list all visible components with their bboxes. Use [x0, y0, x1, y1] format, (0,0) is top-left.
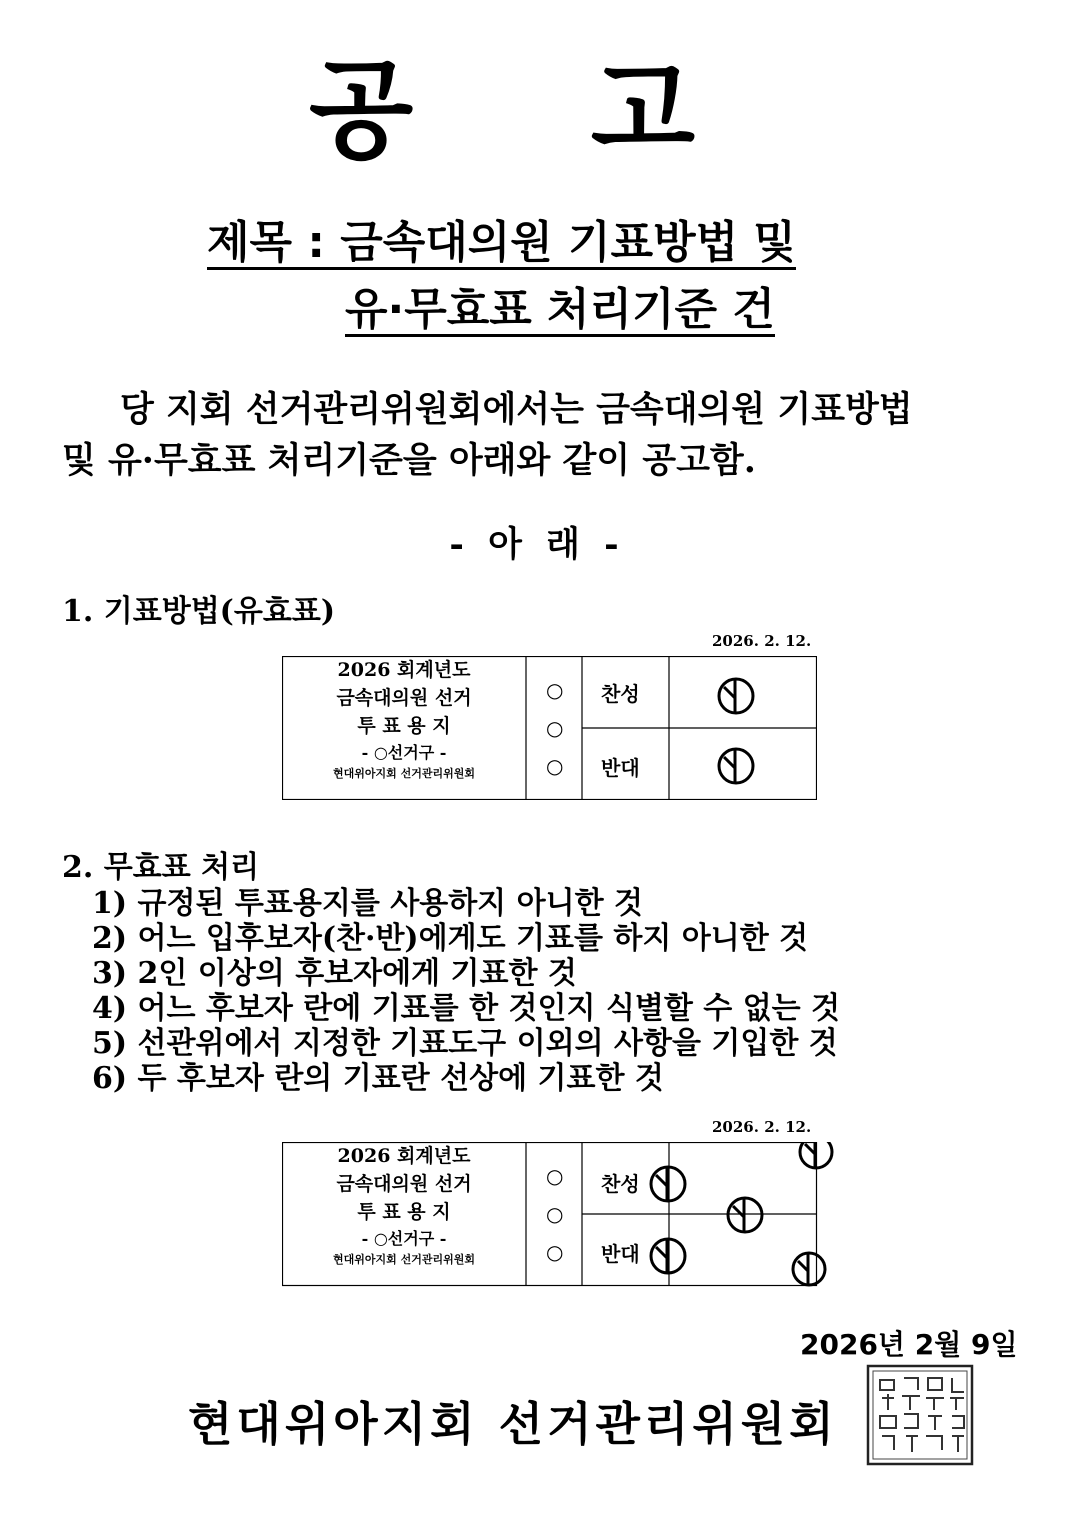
ballot-election: 금속대의원 선거 [336, 687, 472, 709]
candidate-circle: ○ [546, 1164, 564, 1188]
invalid-ballot-example [282, 1142, 842, 1292]
ballot-title-block [282, 656, 526, 782]
section-1-heading: 1. 기표방법(유효표) [62, 594, 336, 629]
choice-against-label: 반대 [601, 756, 640, 780]
vote-stamp-icon [728, 1198, 762, 1232]
ballot-district: - ○선거구 - [361, 743, 447, 762]
ballot-paper-label: 투 표 용 지 [357, 1201, 451, 1223]
ballot-paper-label: 투 표 용 지 [357, 715, 451, 737]
ballot-title-block [282, 1142, 526, 1268]
page-title: 공 고 [308, 49, 766, 174]
ballot-election: 금속대의원 선거 [336, 1173, 472, 1195]
body-line-2: 및 유·무효표 처리기준을 아래와 같이 공고함. [62, 440, 756, 481]
committee-name: 현대위아지회 선거관리위원회 [188, 1397, 838, 1451]
list-item: 4) 어느 후보자 란에 기표를 한 것인지 식별할 수 없는 것 [92, 991, 841, 1026]
candidate-circle: ○ [546, 754, 564, 778]
list-item: 3) 2인 이상의 후보자에게 기표한 것 [92, 956, 577, 991]
ballot-committee: 현대위아지회 선거관리위원회 [333, 1253, 475, 1266]
list-item: 6) 두 후보자 란의 기표란 선상에 기표한 것 [92, 1061, 664, 1096]
candidate-circle: ○ [546, 1240, 564, 1264]
vote-stamp-icon [719, 749, 753, 783]
candidate-circle: ○ [546, 678, 564, 702]
choice-for-label: 찬성 [601, 1172, 640, 1196]
ballot-committee: 현대위아지회 선거관리위원회 [333, 767, 475, 780]
vote-stamp-icon [651, 1239, 685, 1273]
candidate-circle: ○ [546, 1202, 564, 1226]
below-heading: - 아 래 - [449, 524, 625, 565]
choice-for-label: 찬성 [601, 682, 640, 706]
section-2-heading: 2. 무효표 처리 [62, 850, 260, 885]
vote-stamp-icon [719, 679, 753, 713]
vote-stamp-icon [651, 1167, 685, 1201]
body-line-1: 당 지회 선거관리위원회에서는 금속대의원 기표방법 [120, 389, 913, 430]
choice-against-label: 반대 [601, 1242, 640, 1266]
ballot-year: 2026 회계년도 [337, 659, 471, 681]
section-1-date: 2026. 2. 12. [712, 632, 812, 650]
candidate-circle: ○ [546, 716, 564, 740]
list-item: 5) 선관위에서 지정한 기표도구 이외의 사항을 기입한 것 [92, 1026, 838, 1061]
list-item: 2) 어느 입후보자(찬·반)에게도 기표를 하지 아니한 것 [92, 921, 809, 956]
subject-line-2: 유·무효표 처리기준 건 [345, 285, 775, 337]
vote-stamp-icon [793, 1253, 825, 1285]
list-item: 1) 규정된 투표용지를 사용하지 아니한 것 [92, 886, 643, 921]
official-seal-icon [866, 1364, 974, 1466]
subject-line-1: 제목 : 금속대의원 기표방법 및 [207, 218, 796, 270]
invalid-criteria-list [92, 886, 840, 1096]
valid-ballot-example [282, 656, 817, 800]
vote-stamp-icon [800, 1142, 832, 1168]
notice-date: 2026년 2월 9일 [800, 1328, 1018, 1361]
ballot-year: 2026 회계년도 [337, 1145, 471, 1167]
section-2-date: 2026. 2. 12. [712, 1118, 812, 1136]
ballot-district: - ○선거구 - [361, 1229, 447, 1248]
